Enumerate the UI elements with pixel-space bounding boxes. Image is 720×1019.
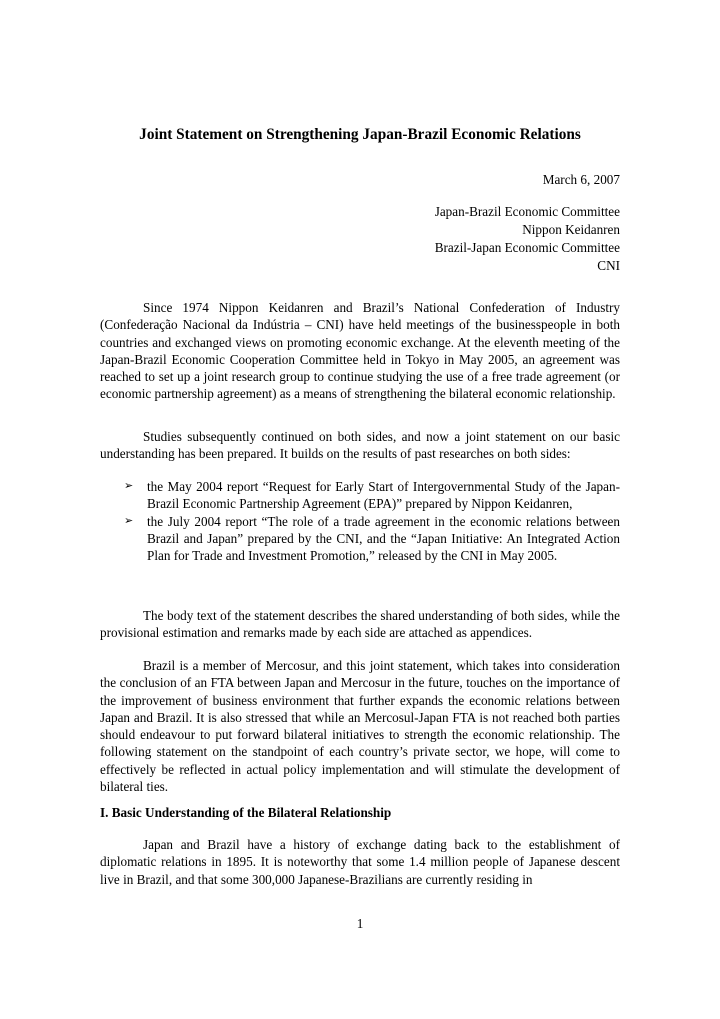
organizations-block <box>320 203 620 275</box>
document-title: Joint Statement on Strengthening Japan-Brazil Economic Relations <box>139 126 581 143</box>
bullet-item <box>100 513 620 565</box>
arrow-bullet-icon: ➢ <box>124 514 134 527</box>
paragraph-body-text <box>100 607 620 642</box>
paragraph-intro <box>100 299 620 403</box>
paragraph-text: Since 1974 Nippon Keidanren and Brazil’s National Confederation of Industry (Confederação Nacional da Indústria – CNI) have held meetings of the businesspeople in both countries and exchanged views on promoting economic exchange. At the eleventh meeting of the Japan-Brazil Economic Cooperation Committee held in Tokyo in May 2005, an agreement was reached to set up a joint research group to continue studying the use of a free trade agreement (or economic partnership agreement) as a means of strengthening the bilateral economic relationship. <box>100 300 620 402</box>
organization-line: Nippon Keidanren <box>522 222 620 237</box>
paragraph-text: Brazil is a member of Mercosur, and this joint statement, which takes into consideration the conclusion of an FTA between Japan and Mercosur in the future, touches on the importance of the improvement of business environment that further expands the economic relations between Japan and Brazil. It is also stressed that while an Mercosul-Japan FTA is not reached both parties should endeavour to put forward bilateral initiatives to strength the economic relationship. The following statement on the standpoint of each country’s private sector, we hope, will come to effectively be reflected in actual policy implementation and will stimulate the development of bilateral ties. <box>100 658 620 795</box>
paragraph-studies <box>100 428 620 463</box>
page-number: 1 <box>356 916 364 931</box>
organization-line: Brazil-Japan Economic Committee <box>434 240 620 255</box>
document-date <box>320 171 620 189</box>
paragraph-history <box>100 836 620 888</box>
bullet-text: the May 2004 report “Request for Early Start of Intergovernmental Study of the Japan-Brazil Economic Partnership Agreement (EPA)” prepared by Nippon Keidanren, <box>147 479 620 512</box>
organization-line: Japan-Brazil Economic Committee <box>434 204 620 219</box>
organization-line: CNI <box>597 258 620 273</box>
paragraph-text: Studies subsequently continued on both sides, and now a joint statement on our basic understanding has been prepared. It builds on the results of past researches on both sides: <box>100 429 620 462</box>
paragraph-text: Japan and Brazil have a history of exchange dating back to the establishment of diplomatic relations in 1895. It is noteworthy that some 1.4 million people of Japanese descent live in Brazil, and that some 300,000 Japanese-Brazilians are currently residing in <box>100 837 620 887</box>
arrow-bullet-icon: ➢ <box>124 480 134 492</box>
date-text: March 6, 2007 <box>542 172 620 187</box>
bullet-text: the July 2004 report “The role of a trade agreement in the economic relations between Brazil and Japan” prepared by the CNI, and the “Japan Initiative: An Integrated Action Plan for Trade and Investment Promotion,” released by the CNI in May 2005. <box>147 513 620 564</box>
bullet-item <box>100 478 620 513</box>
paragraph-mercosur <box>100 657 620 795</box>
bullet-list <box>100 478 620 564</box>
paragraph-text: The body text of the statement describes the shared understanding of both sides, while the provisional estimation and remarks made by each side are attached as appendices. <box>100 608 620 641</box>
section-heading: I. Basic Understanding of the Bilateral Relationship <box>100 805 392 820</box>
